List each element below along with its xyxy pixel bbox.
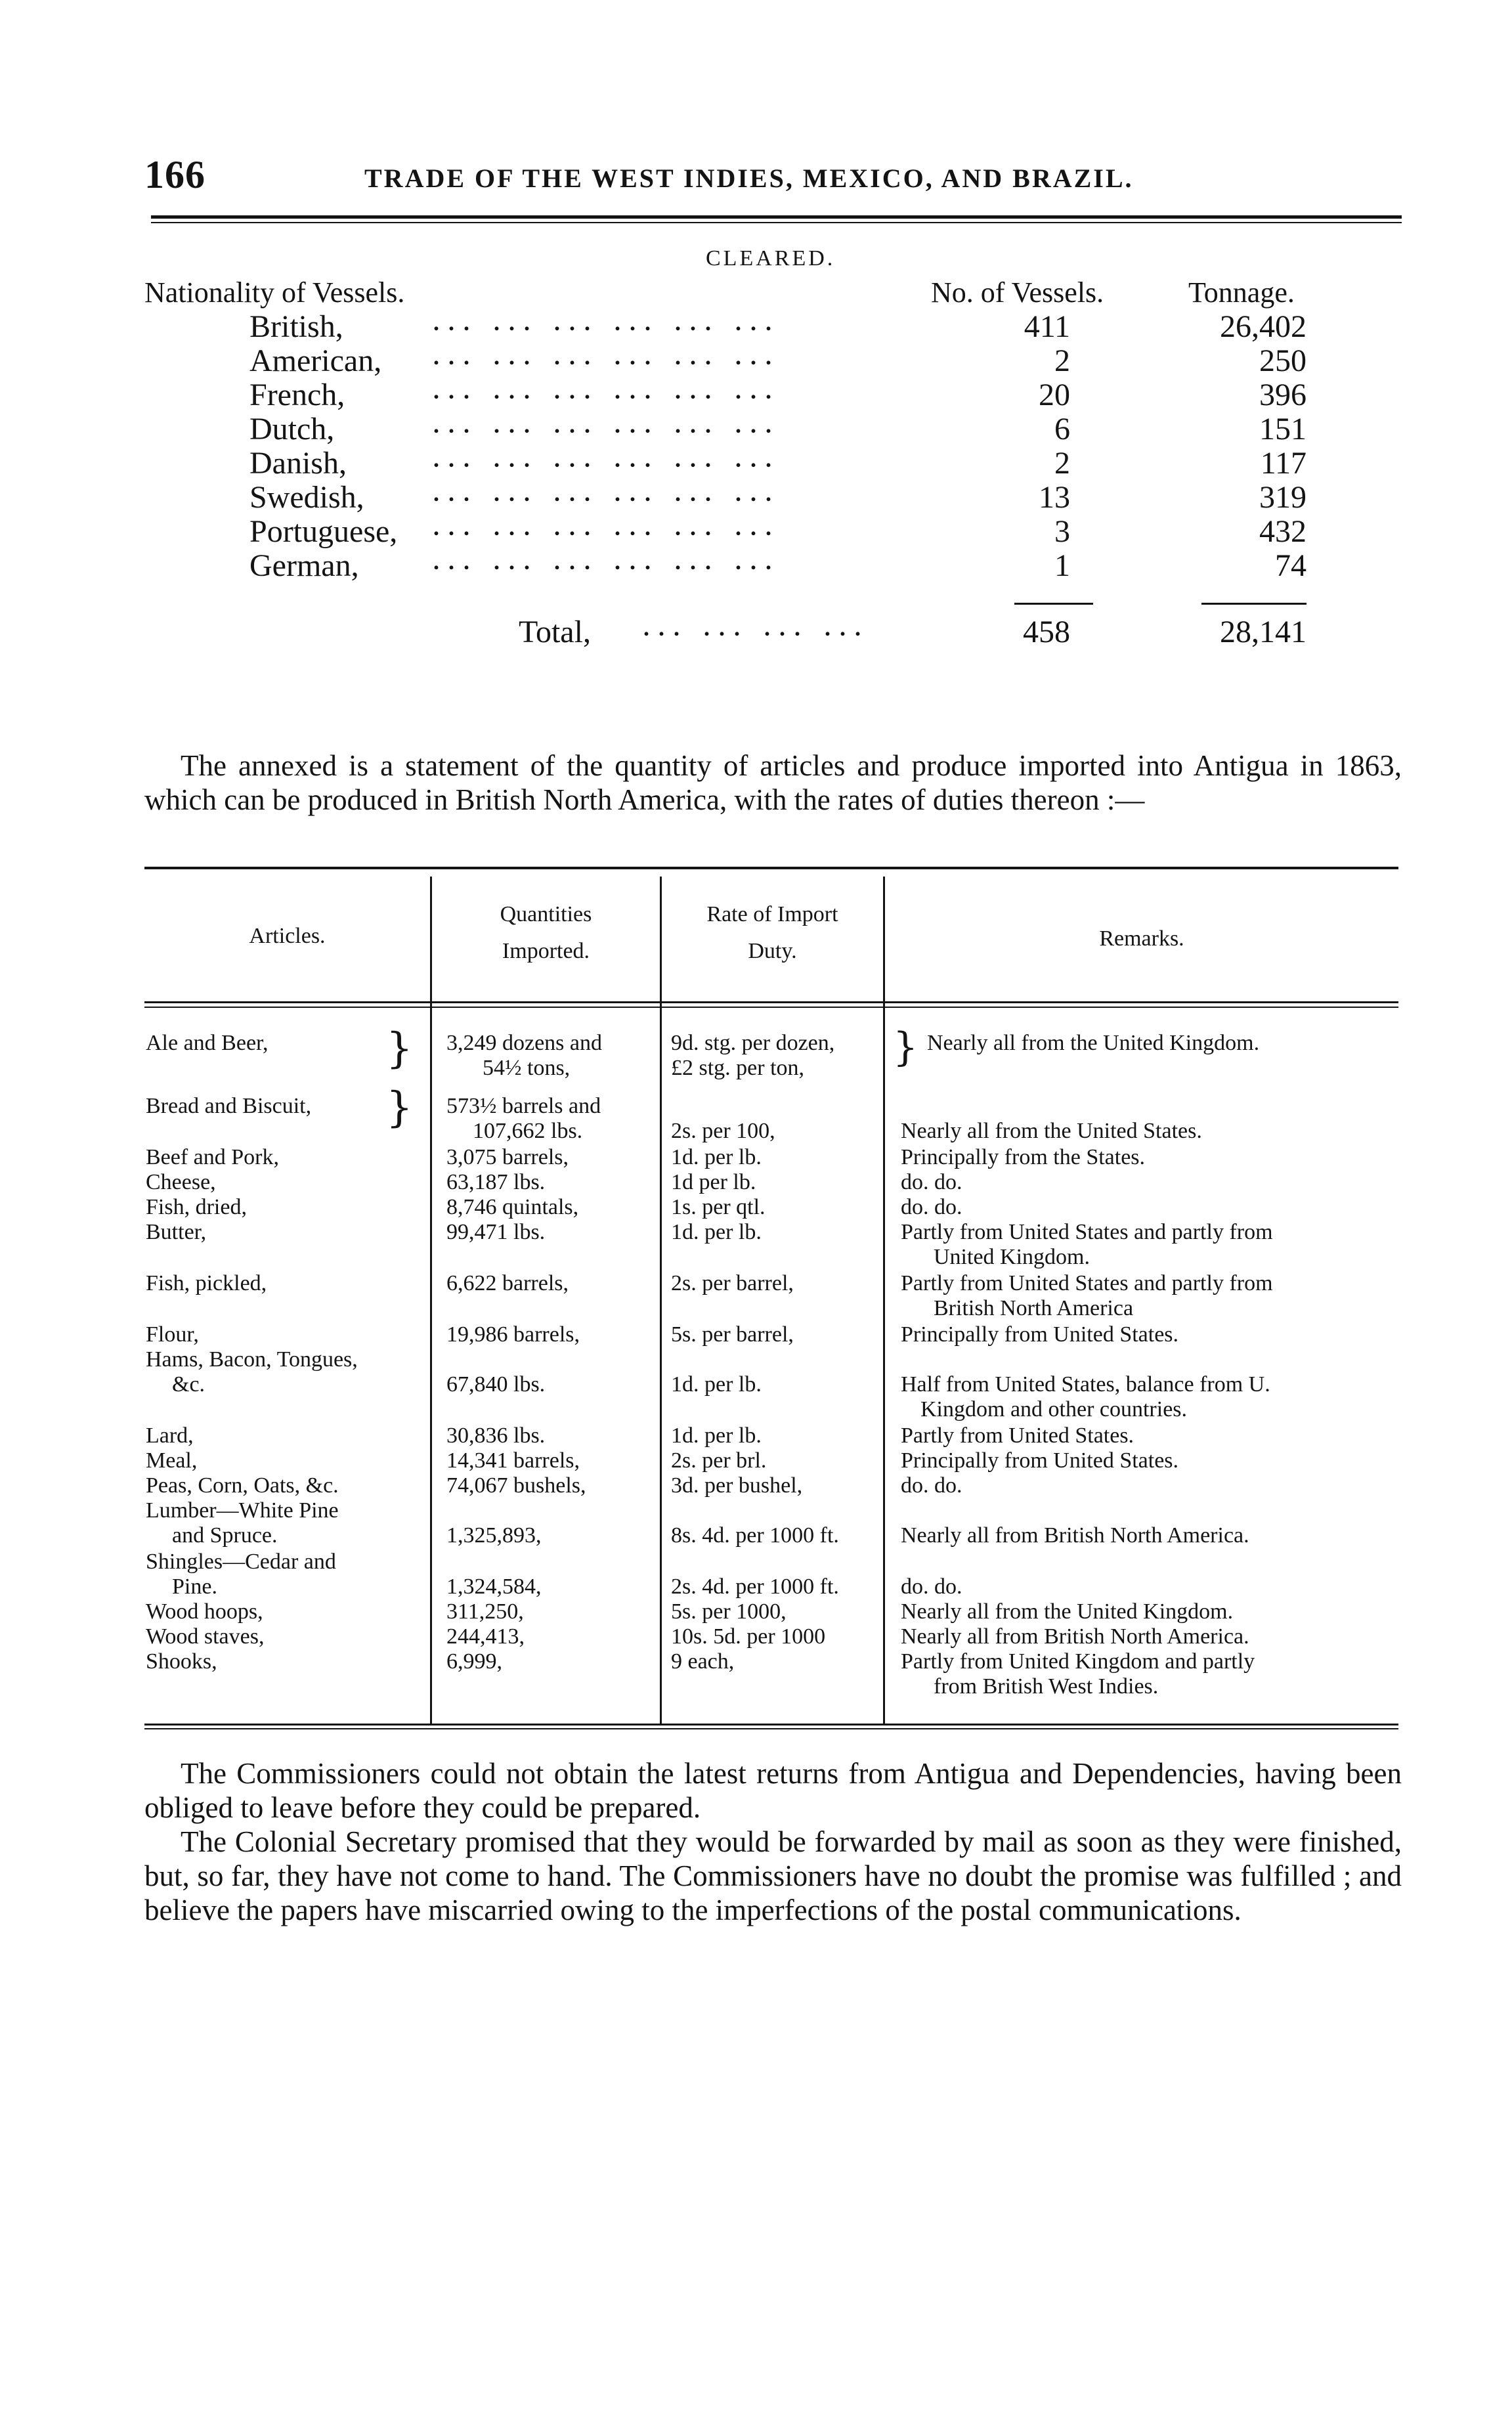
article-cell: Butter, xyxy=(146,1220,207,1244)
rate-cell: 2s. per brl. xyxy=(671,1448,767,1473)
vessels-sum-rule xyxy=(1014,603,1093,605)
article-cell: Ale and Beer, xyxy=(146,1031,269,1055)
quantity-cell: 74,067 bushels, xyxy=(446,1473,586,1498)
table-top-rule xyxy=(144,867,1398,869)
rate-cell: 9d. stg. per dozen, xyxy=(671,1031,835,1055)
article-cell: Pine. xyxy=(172,1574,217,1599)
closing-paragraph-2: The Colonial Secretary promised that they would be forwarded by mail as soon as they were finished, but, so far, they have not come to hand. The Commissioners have no doubt the promise was fulfilled ; and believe the papers have miscarried owing to the imperfections of the postal communications. xyxy=(144,1825,1402,1926)
nationality: Danish, xyxy=(249,446,347,481)
remark-cell: Kingdom and other countries. xyxy=(920,1397,1188,1422)
col-divider-3 xyxy=(883,877,885,1724)
vessel-count: 411 xyxy=(1024,309,1070,344)
remark-cell: Nearly all from the United States. xyxy=(901,1119,1202,1143)
quantity-cell: 30,836 lbs. xyxy=(446,1423,546,1448)
vessel-count: 20 xyxy=(1039,378,1070,412)
article-cell: Beef and Pork, xyxy=(146,1145,280,1169)
article-cell: Hams, Bacon, Tongues, xyxy=(146,1347,358,1372)
remark-cell: Principally from United States. xyxy=(901,1322,1179,1347)
rate-cell: 2s. 4d. per 1000 ft. xyxy=(671,1574,839,1599)
th-rate-line2: Duty. xyxy=(748,939,797,963)
cleared-total-row xyxy=(249,614,1307,650)
brace-remarks: } xyxy=(893,1024,918,1070)
remark-cell: Half from United States, balance from U. xyxy=(901,1372,1270,1397)
closing-paragraph-1: The Commissioners could not obtain the latest returns from Antigua and Dependencies, having been obliged to leave before they could be prepared. xyxy=(144,1757,1402,1824)
quantity-cell: 1,325,893, xyxy=(446,1523,542,1548)
quantity-cell: 99,471 lbs. xyxy=(446,1220,546,1244)
quantity-cell: 573½ barrels and xyxy=(446,1094,601,1118)
th-articles: Articles. xyxy=(249,924,326,948)
rate-cell: 1s. per qtl. xyxy=(671,1195,766,1219)
leader-dots: ... ... ... ... ... ... xyxy=(433,343,781,370)
rate-cell: 9 each, xyxy=(671,1649,735,1674)
quantity-cell: 14,341 barrels, xyxy=(446,1448,580,1473)
quantity-cell: 6,622 barrels, xyxy=(446,1271,569,1295)
article-cell: Shingles—Cedar and xyxy=(146,1550,336,1574)
col-nationality: Nationality of Vessels. xyxy=(144,276,405,309)
remark-cell: British North America xyxy=(934,1296,1134,1320)
running-title: TRADE OF THE WEST INDIES, MEXICO, AND BRAZIL. xyxy=(364,163,1134,193)
th-rate-line1: Rate of Import xyxy=(706,902,838,926)
nationality: British, xyxy=(249,309,343,344)
cleared-row xyxy=(249,377,1307,413)
article-cell: Shooks, xyxy=(146,1649,217,1674)
remark-cell: Partly from United States and partly from xyxy=(901,1220,1273,1244)
total-label: Total, xyxy=(519,615,591,649)
quantity-cell: 8,746 quintals, xyxy=(446,1195,579,1219)
col-tonnage: Tonnage. xyxy=(1188,276,1295,309)
rate-cell: 1d. per lb. xyxy=(671,1423,762,1448)
leader-dots: ... ... ... ... ... ... xyxy=(433,446,781,472)
vessel-count: 2 xyxy=(1054,446,1070,481)
cleared-row xyxy=(249,309,1307,345)
remark-cell: from British West Indies. xyxy=(934,1674,1159,1699)
table-bottom-rule xyxy=(144,1724,1398,1725)
vessel-count: 13 xyxy=(1039,480,1070,515)
article-cell: Wood hoops, xyxy=(146,1599,263,1624)
article-cell: Wood staves, xyxy=(146,1624,265,1649)
tonnage-value: 319 xyxy=(1259,480,1307,515)
th-quantities xyxy=(432,896,660,970)
th-remarks: Remarks. xyxy=(1099,926,1184,951)
rate-cell: 5s. per barrel, xyxy=(671,1322,794,1347)
article-cell: &c. xyxy=(172,1372,205,1397)
total-tonnage: 28,141 xyxy=(1220,615,1307,649)
quantity-cell: 1,324,584, xyxy=(446,1574,542,1599)
rate-cell: 1d per lb. xyxy=(671,1170,756,1194)
article-cell: Fish, pickled, xyxy=(146,1271,267,1295)
remark-cell: United Kingdom. xyxy=(934,1245,1090,1269)
quantity-cell: 67,840 lbs. xyxy=(446,1372,546,1397)
tonnage-value: 26,402 xyxy=(1220,309,1307,344)
cleared-row xyxy=(249,411,1307,447)
remark-cell: do. do. xyxy=(901,1574,962,1599)
leader-dots: ... ... ... ... ... ... xyxy=(433,548,781,575)
tonnage-value: 117 xyxy=(1260,446,1307,481)
rate-cell: 2s. per barrel, xyxy=(671,1271,794,1295)
col-vessels: No. of Vessels. xyxy=(931,276,1104,309)
leader-dots: ... ... ... ... ... ... xyxy=(433,309,781,336)
article-cell: Bread and Biscuit, xyxy=(146,1094,312,1118)
leader-dots: ... ... ... ... xyxy=(643,615,870,641)
remark-cell: do. do. xyxy=(901,1195,962,1219)
quantity-cell: 3,249 dozens and xyxy=(446,1031,603,1055)
remark-cell: Nearly all from the United Kingdom. xyxy=(901,1599,1234,1624)
quantity-cell: 63,187 lbs. xyxy=(446,1170,546,1194)
remark-cell: Principally from United States. xyxy=(901,1448,1179,1473)
tonnage-value: 74 xyxy=(1275,548,1307,583)
header-rule-thin xyxy=(151,222,1402,223)
article-cell: Meal, xyxy=(146,1448,198,1473)
article-cell: Flour, xyxy=(146,1322,199,1347)
rate-cell: 8s. 4d. per 1000 ft. xyxy=(671,1523,839,1548)
remark-cell: do. do. xyxy=(901,1170,962,1194)
quantity-cell: 19,986 barrels, xyxy=(446,1322,580,1347)
article-cell: and Spruce. xyxy=(172,1523,278,1548)
vessel-count: 3 xyxy=(1054,514,1070,549)
brace-bread: } xyxy=(386,1083,413,1132)
nationality: Swedish, xyxy=(249,480,364,515)
quantity-cell: 6,999, xyxy=(446,1649,502,1674)
article-cell: Cheese, xyxy=(146,1170,216,1194)
vessel-count: 2 xyxy=(1054,343,1070,378)
rate-cell: 1d. per lb. xyxy=(671,1145,762,1169)
col-divider-2 xyxy=(660,877,662,1724)
nationality: American, xyxy=(249,343,382,378)
vessel-count: 6 xyxy=(1054,412,1070,446)
remark-cell: Principally from the States. xyxy=(901,1145,1146,1169)
remark-cell: Partly from United States. xyxy=(901,1423,1134,1448)
rate-cell: £2 stg. per ton, xyxy=(671,1056,805,1080)
total-vessels: 458 xyxy=(1023,615,1070,649)
header-rule xyxy=(151,215,1402,219)
tonnage-value: 396 xyxy=(1259,378,1307,412)
leader-dots: ... ... ... ... ... ... xyxy=(433,514,781,540)
nationality: German, xyxy=(249,548,359,583)
tonnage-value: 151 xyxy=(1259,412,1307,446)
leader-dots: ... ... ... ... ... ... xyxy=(433,480,781,506)
rate-cell: 5s. per 1000, xyxy=(671,1599,787,1624)
th-rate xyxy=(662,896,883,970)
nationality: Portuguese, xyxy=(249,514,398,549)
remark-cell: do. do. xyxy=(901,1473,962,1498)
table-bottom-rule-thin xyxy=(144,1728,1398,1729)
quantity-cell: 244,413, xyxy=(446,1624,525,1649)
remark-cell: Nearly all from British North America. xyxy=(901,1624,1249,1649)
cleared-row xyxy=(249,479,1307,515)
cleared-row xyxy=(249,513,1307,550)
th-quantities-line2: Imported. xyxy=(502,939,590,963)
article-cell: Peas, Corn, Oats, &c. xyxy=(146,1473,339,1498)
rate-cell: 2s. per 100, xyxy=(671,1119,775,1143)
tonnage-value: 250 xyxy=(1259,343,1307,378)
tonnage-sum-rule xyxy=(1201,603,1307,605)
remark-cell: Partly from United States and partly from xyxy=(901,1271,1273,1295)
quantity-cell: 311,250, xyxy=(446,1599,524,1624)
remark-cell: Nearly all from the United Kingdom. xyxy=(927,1031,1260,1055)
table-head-rule xyxy=(144,1001,1398,1003)
leader-dots: ... ... ... ... ... ... xyxy=(433,412,781,438)
vessel-count: 1 xyxy=(1054,548,1070,583)
quantity-cell: 3,075 barrels, xyxy=(446,1145,569,1169)
leader-dots: ... ... ... ... ... ... xyxy=(433,378,781,404)
article-cell: Lumber—White Pine xyxy=(146,1498,339,1523)
remark-cell: Nearly all from British North America. xyxy=(901,1523,1249,1548)
rate-cell: 1d. per lb. xyxy=(671,1220,762,1244)
article-cell: Lard, xyxy=(146,1423,194,1448)
col-divider-1 xyxy=(430,877,432,1724)
nationality: French, xyxy=(249,378,345,412)
rate-cell: 10s. 5d. per 1000 xyxy=(671,1624,826,1649)
cleared-row xyxy=(249,445,1307,481)
brace-ale: } xyxy=(386,1024,413,1073)
cleared-row xyxy=(249,343,1307,379)
rate-cell: 3d. per bushel, xyxy=(671,1473,803,1498)
quantity-cell: 107,662 lbs. xyxy=(473,1119,583,1143)
table-head-rule-thin xyxy=(144,1007,1398,1008)
th-quantities-line1: Quantities xyxy=(500,902,592,926)
page-number: 166 xyxy=(144,153,205,196)
intro-paragraph: The annexed is a statement of the quantity of articles and produce imported into Antigua in 1863, which can be produced in British North America, with the rates of duties thereon :— xyxy=(144,749,1402,816)
nationality: Dutch, xyxy=(249,412,335,446)
cleared-heading: CLEARED. xyxy=(706,246,836,271)
rate-cell: 1d. per lb. xyxy=(671,1372,762,1397)
article-cell: Fish, dried, xyxy=(146,1195,247,1219)
remark-cell: Partly from United Kingdom and partly xyxy=(901,1649,1255,1674)
tonnage-value: 432 xyxy=(1259,514,1307,549)
cleared-row xyxy=(249,548,1307,584)
quantity-cell: 54½ tons, xyxy=(483,1056,571,1080)
